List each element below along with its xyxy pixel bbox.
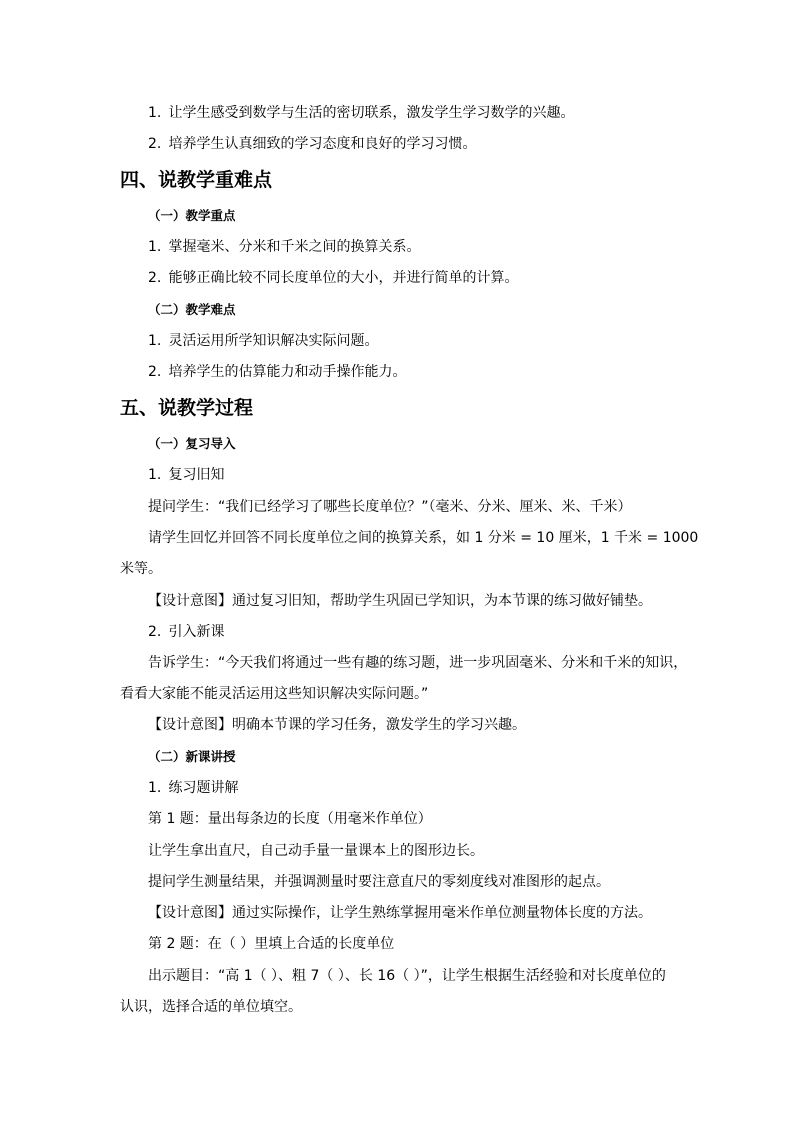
section4-heading: 四、说教学重难点 xyxy=(120,169,273,191)
goal-item-1-text: 让学生感受到数学与生活的密切联系，激发学生学习数学的兴趣。 xyxy=(168,105,575,121)
difficult-point-1-number: 1. xyxy=(148,333,162,349)
question-1-line-2: 提问学生测量结果，并强调测量时要注意直尺的零刻度线对准图形的起点。 xyxy=(148,874,610,890)
review-recall-line-2: 米等。 xyxy=(120,561,162,577)
difficult-point-2-number: 2. xyxy=(148,364,162,380)
key-point-item-1 xyxy=(148,238,420,256)
review-question: 提问学生：“我们已经学习了哪些长度单位？”（毫米、分米、厘米、米、千米） xyxy=(148,499,632,515)
question-2-line-2: 认识，选择合适的单位填空。 xyxy=(120,999,302,1015)
key-point-1-text: 掌握毫米、分米和千米之间的换算关系。 xyxy=(168,239,421,255)
review-recall-line-1: 请学生回忆并回答不同长度单位之间的换算关系，如 1 分米 = 10 厘米，1 千米 = 1000 xyxy=(148,530,699,546)
question-2-line-1: 出示题目：“高 1（ ）、粗 7（ ）、长 16（ ）”，让学生根据生活经验和对长度单位的 xyxy=(148,968,666,984)
goal-item-2-number: 2. xyxy=(148,136,162,152)
intro-line-1: 告诉学生：“今天我们将通过一些有趣的练习题，进一步巩固毫米、分米和千米的知识， xyxy=(148,655,688,671)
key-point-2-text: 能够正确比较不同长度单位的大小，并进行简单的计算。 xyxy=(168,270,519,286)
difficult-point-2-text: 培养学生的估算能力和动手操作能力。 xyxy=(168,364,407,380)
difficult-point-item-1 xyxy=(148,332,378,350)
new-lesson-step-1-number: 1. xyxy=(148,780,162,796)
difficult-point-item-2 xyxy=(148,363,406,381)
review-step-1 xyxy=(148,466,224,484)
question-1-design-intent: 【设计意图】通过实际操作，让学生熟练掌握用毫米作单位测量物体长度的方法。 xyxy=(148,905,652,921)
new-lesson-step-1-text: 练习题讲解 xyxy=(168,780,239,796)
intro-line-2: 看看大家能不能灵活运用这些知识解决实际问题。” xyxy=(120,686,429,702)
goal-item-1-number: 1. xyxy=(148,105,162,121)
difficult-points-title: （二）教学难点 xyxy=(148,302,236,317)
review-step-2-text: 引入新课 xyxy=(168,624,225,640)
goal-item-2 xyxy=(148,135,476,153)
review-step-2 xyxy=(148,623,224,641)
review-step-1-text: 复习旧知 xyxy=(168,467,225,483)
goal-item-1 xyxy=(148,104,574,122)
goal-item-2-text: 培养学生认真细致的学习态度和良好的学习习惯。 xyxy=(168,136,477,152)
key-point-item-2 xyxy=(148,269,518,287)
section5-heading: 五、说教学过程 xyxy=(120,397,254,419)
difficult-point-1-text: 灵活运用所学知识解决实际问题。 xyxy=(168,333,379,349)
question-2-title: 第 2 题：在（ ）里填上合适的长度单位 xyxy=(148,936,395,952)
question-1-line-1: 让学生拿出直尺，自己动手量一量课本上的图形边长。 xyxy=(148,843,484,859)
review-step-2-number: 2. xyxy=(148,624,162,640)
new-lesson-title: （二）新课讲授 xyxy=(148,749,236,764)
review-title: （一）复习导入 xyxy=(148,436,236,451)
key-points-title: （一）教学重点 xyxy=(148,208,236,223)
question-1-title: 第 1 题：量出每条边的长度（用毫米作单位） xyxy=(148,811,432,827)
review-step-1-number: 1. xyxy=(148,467,162,483)
intro-design-intent: 【设计意图】明确本节课的学习任务，激发学生的学习兴趣。 xyxy=(148,717,526,733)
review-design-intent: 【设计意图】通过复习旧知，帮助学生巩固已学知识，为本节课的练习做好铺垫。 xyxy=(148,593,652,609)
key-point-1-number: 1. xyxy=(148,239,162,255)
new-lesson-step-1 xyxy=(148,779,238,797)
key-point-2-number: 2. xyxy=(148,270,162,286)
